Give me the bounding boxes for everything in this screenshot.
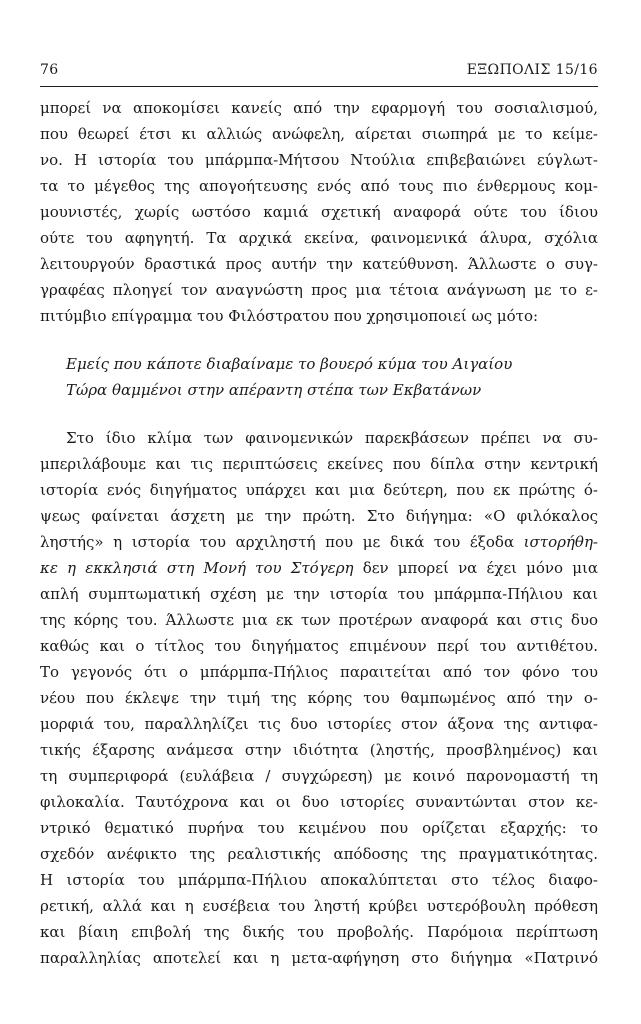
text-line: πιτύμβιο επίγραμμα του Φιλόστρατου που χρησιμοποιεί ως μότο: xyxy=(40,307,539,325)
text-line xyxy=(40,555,598,581)
text-line: Η ιστορία του μπάρμπα-Πήλιου αποκαλύπτεται στο τέλος διαφο- xyxy=(40,871,598,889)
header-rule xyxy=(40,86,598,87)
page-number: 76 xyxy=(40,62,59,78)
text-span: ληστής» η ιστορία του αρχιληστή που με δικά του έξοδα xyxy=(40,533,524,551)
paragraph-1 xyxy=(40,95,598,329)
text-line: ιστορία ενός διηγήματος υπάρχει και μια δεύτερη, που εκ πρώτης ό- xyxy=(40,481,598,499)
text-line xyxy=(40,529,598,555)
text-line: φιλοκαλία. Ταυτόχρονα και οι δυο ιστορίες συναντώνται στον κε- xyxy=(40,793,598,811)
text-line: γραφέας πλοηγεί τον αναγνώστη προς μια τέτοια ανάγνωση με το ε- xyxy=(40,281,598,299)
text-line: ρετική, αλλά και η ευσέβεια του ληστή κρύβει υστερόβουλη πρόθεση xyxy=(40,897,598,915)
italic-span: ιστορήθη- xyxy=(523,533,598,551)
text-span: δεν μπορεί να έχει μόνο μια xyxy=(353,559,598,577)
text-line: τη συμπεριφορά (ευλάβεια / συγχώρεση) με κοινό παρονομαστή τη xyxy=(40,767,598,785)
verse-line: Τώρα θαμμένοι στην απέραντη στέπα των Εκβατάνων xyxy=(66,381,482,399)
text-line: νο. Η ιστορία του μπάρμπα-Μήτσου Ντούλια επιβεβαιώνει εύγλωτ- xyxy=(40,151,598,169)
paragraph-2 xyxy=(40,425,598,971)
text-line: νέου που έκλεψε την τιμή της κόρης του θαμπωμένος από την ο- xyxy=(40,689,598,707)
text-line: ντρικό θεματικό πυρήνα του κειμένου που ορίζεται εξαρχής: το xyxy=(40,819,598,837)
verse-line: Εμείς που κάποτε διαβαίναμε το βουερό κύμα του Αιγαίου xyxy=(66,355,513,373)
text-line: τα το μέγεθος της απογοήτευσης ενός από τους πιο ένθερμους κομ- xyxy=(40,177,598,195)
text-line: της κόρης του. Άλλωστε μια εκ των προτέρων αναφορά και στις δυο xyxy=(40,611,598,629)
text-line: μουνιστές, χωρίς ωστόσο καμιά σχετική αναφορά ούτε του ίδιου xyxy=(40,203,598,221)
text-line: ψεως φαίνεται άσχετη με την πρώτη. Στο διήγημα: «Ο φιλόκαλος xyxy=(40,507,598,525)
epigram-quote xyxy=(40,351,598,403)
text-line: Το γεγονός ότι ο μπάρμπα-Πήλιος παραιτείται από τον φόνο του xyxy=(40,663,598,681)
text-line: τικής έξαρσης ανάμεσα στην ιδιότητα (ληστής, προσβλημένος) και xyxy=(40,741,598,759)
text-line: που θεωρεί έτσι κι αλλιώς ανώφελη, αίρεται σιωπηρά με το κείμε- xyxy=(40,125,598,143)
text-line: σχεδόν ανέφικτο της ρεαλιστικής απόδοσης της πραγματικότητας. xyxy=(40,845,598,863)
text-line: απλή συμπτωματική σχέση με την ιστορία του μπάρμπα-Πήλιου και xyxy=(40,585,598,603)
text-line: λειτουργούν δραστικά προς αυτήν την κατεύθυνση. Άλλωστε ο συγ- xyxy=(40,255,598,273)
text-line: ούτε του αφηγητή. Τα αρχικά εκείνα, φαινομενικά άλυρα, σχόλια xyxy=(40,229,598,247)
text-line: και βίαιη επιβολή της δικής του προβολής. Παρόμοια περίπτωση xyxy=(40,923,598,941)
text-line: μπεριλάβουμε και τις περιπτώσεις εκείνες που δίπλα στην κεντρική xyxy=(40,455,598,473)
journal-title: ΕΞΩΠΟΛΙΣ 15/16 xyxy=(466,62,598,78)
text-line: παραλληλίας αποτελεί και η μετα-αφήγηση στο διήγημα «Πατρινό xyxy=(40,949,598,967)
running-header xyxy=(40,62,598,84)
text-line: καθώς και ο τίτλος του διηγήματος επιμένουν περί του αντιθέτου. xyxy=(40,637,598,655)
text-line: μπορεί να αποκομίσει κανείς από την εφαρμογή του σοσιαλισμού, xyxy=(40,99,598,117)
book-page xyxy=(40,62,598,971)
text-line: Στο ίδιο κλίμα των φαινομενικών παρεκβάσεων πρέπει να συ- xyxy=(66,429,598,447)
italic-span: κε η εκκλησιά στη Μονή του Στόγερη xyxy=(40,559,354,577)
text-line: μορφιά του, παραλληλίζει τις δυο ιστορίες στον άξονα της αντιφα- xyxy=(40,715,598,733)
